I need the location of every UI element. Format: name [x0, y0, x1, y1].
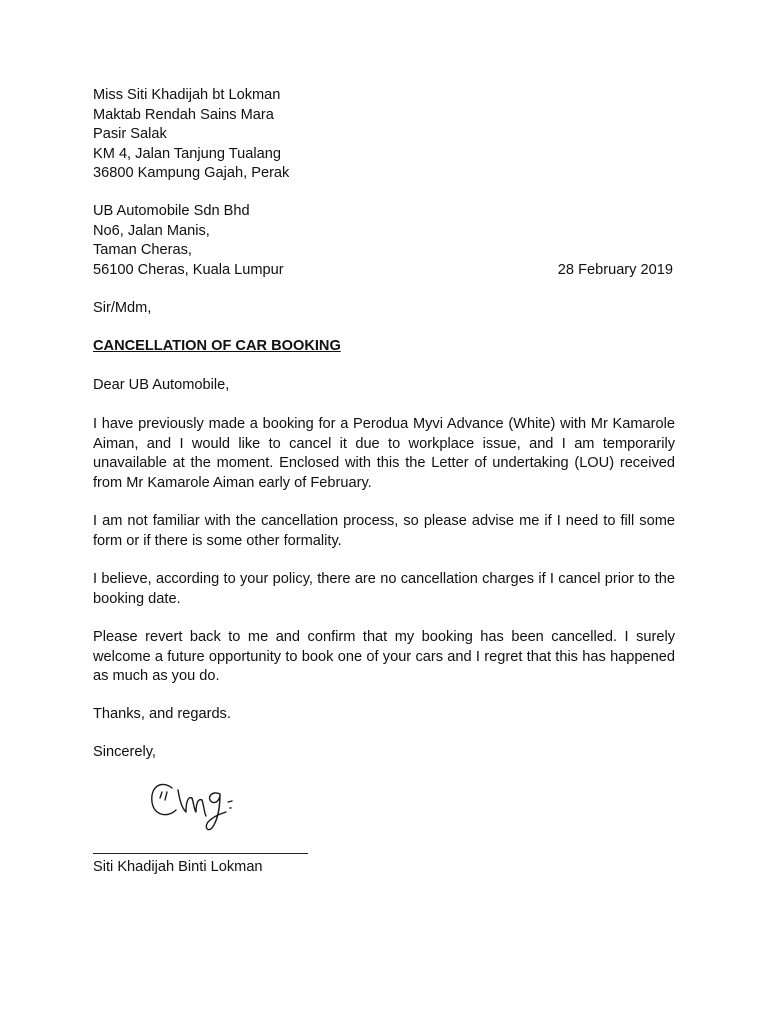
- subject-line: [93, 337, 675, 357]
- salutation: [93, 299, 675, 319]
- body-paragraph-3: I believe, according to your policy, there are no cancellation charges if I cancel prior to the booking date.: [93, 571, 675, 607]
- recipient-line: UB Automobile Sdn Bhd: [93, 203, 250, 219]
- signatory-text: Siti Khadijah Binti Lokman: [93, 859, 263, 875]
- greeting: [93, 376, 675, 396]
- recipient-address: [93, 202, 675, 280]
- salutation-text: Sir/Mdm,: [93, 300, 152, 316]
- body-paragraph-1: I have previously made a booking for a Perodua Myvi Advance (White) with Mr Kamarole Aiman, and I would like to cancel it due to workplace issue, and I am temporarily unavailable at the moment. Enclosed with this the Letter of undertaking (LOU) received from Mr Kamarole Aiman early of February.: [93, 416, 675, 491]
- signature-line: [93, 853, 308, 854]
- recipient-line: No6, Jalan Manis,: [93, 222, 210, 239]
- body-paragraph-2: I am not familiar with the cancellation process, so please advise me if I need to fill some form or if there is some other formality.: [93, 513, 675, 549]
- recipient-line: 56100 Cheras, Kuala Lumpur: [93, 261, 284, 278]
- closing-text: Sincerely,: [93, 744, 156, 760]
- recipient-date-row: [93, 261, 673, 281]
- sender-address: [93, 86, 675, 184]
- sender-line: KM 4, Jalan Tanjung Tualang: [93, 145, 281, 162]
- closing: [93, 743, 675, 763]
- sender-line: Maktab Rendah Sains Mara: [93, 106, 274, 123]
- greeting-text: Dear UB Automobile,: [93, 377, 230, 393]
- sender-line: Miss Siti Khadijah bt Lokman: [93, 87, 281, 103]
- thanks: [93, 705, 675, 725]
- handwritten-signature: [142, 772, 242, 836]
- letter-date: 28 February 2019: [557, 261, 673, 278]
- subject-text: CANCELLATION OF CAR BOOKING: [93, 338, 341, 354]
- sender-line: 36800 Kampung Gajah, Perak: [93, 165, 290, 181]
- sender-line: Pasir Salak: [93, 126, 167, 142]
- signatory-name: [93, 858, 675, 878]
- recipient-line: Taman Cheras,: [93, 242, 192, 258]
- thanks-text: Thanks, and regards.: [93, 706, 231, 722]
- body-paragraph-4: Please revert back to me and confirm that my booking has been cancelled. I surely welcome a future opportunity to book one of your cars and I regret that this has happened as much as you do.: [93, 629, 675, 684]
